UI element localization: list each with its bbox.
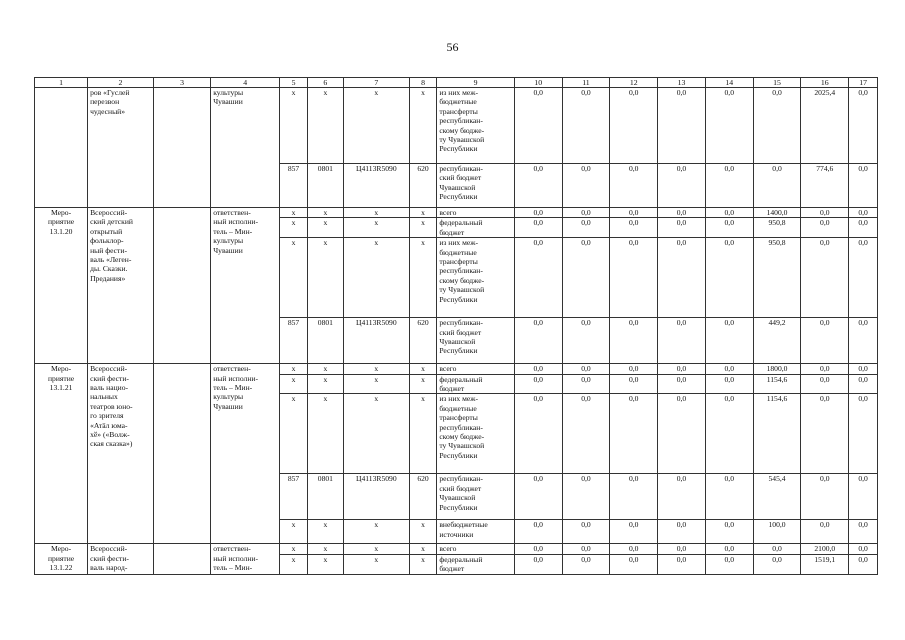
cell-col8: х xyxy=(409,88,437,164)
table-row xyxy=(35,544,878,554)
amount-cell-col11: 0,0 xyxy=(562,374,610,394)
amount-cell-col14: 0,0 xyxy=(705,554,753,574)
table-row xyxy=(35,364,878,374)
amount-cell-col13: 0,0 xyxy=(658,474,706,520)
column-3-cell xyxy=(153,88,210,208)
column-number-11: 11 xyxy=(562,78,610,88)
amount-cell-col10: 0,0 xyxy=(514,238,562,318)
amount-cell-col12: 0,0 xyxy=(610,88,658,164)
cell-col6: 0801 xyxy=(307,164,343,208)
amount-cell-col11: 0,0 xyxy=(562,208,610,218)
amount-cell-col15: 1400,0 xyxy=(753,208,801,218)
amount-cell-col16: 0,0 xyxy=(801,318,849,364)
cell-col5: 857 xyxy=(280,474,308,520)
cell-col5: х xyxy=(280,374,308,394)
amount-cell-col12: 0,0 xyxy=(610,520,658,544)
amount-cell-col10: 0,0 xyxy=(514,318,562,364)
amount-cell-col13: 0,0 xyxy=(658,544,706,554)
cell-col7: х xyxy=(343,520,409,544)
amount-cell-col15: 950,8 xyxy=(753,238,801,318)
amount-cell-col17: 0,0 xyxy=(849,318,878,364)
amount-cell-col10: 0,0 xyxy=(514,374,562,394)
amount-cell-col10: 0,0 xyxy=(514,364,562,374)
amount-cell-col13: 0,0 xyxy=(658,554,706,574)
amount-cell-col16: 0,0 xyxy=(801,520,849,544)
funding-source-cell: всего xyxy=(437,364,515,374)
amount-cell-col14: 0,0 xyxy=(705,238,753,318)
cell-col6: х xyxy=(307,88,343,164)
funding-source-cell: из них меж- бюджетные трансферты республикан- скому бюдже- ту Чувашской Республики xyxy=(437,238,515,318)
responsible-executor-cell: культуры Чувашии xyxy=(211,88,280,208)
cell-col7: х xyxy=(343,88,409,164)
funding-source-cell: всего xyxy=(437,208,515,218)
amount-cell-col10: 0,0 xyxy=(514,218,562,238)
cell-col8: х xyxy=(409,544,437,554)
column-number-12: 12 xyxy=(610,78,658,88)
cell-col5: х xyxy=(280,520,308,544)
amount-cell-col13: 0,0 xyxy=(658,164,706,208)
amount-cell-col17: 0,0 xyxy=(849,208,878,218)
cell-col5: х xyxy=(280,554,308,574)
cell-col6: 0801 xyxy=(307,318,343,364)
amount-cell-col14: 0,0 xyxy=(705,394,753,474)
amount-cell-col12: 0,0 xyxy=(610,474,658,520)
amount-cell-col17: 0,0 xyxy=(849,474,878,520)
cell-col7: х xyxy=(343,554,409,574)
column-3-cell xyxy=(153,364,210,544)
amount-cell-col16: 774,6 xyxy=(801,164,849,208)
activity-id-cell: Меро- приятие 13.1.22 xyxy=(35,544,88,574)
amount-cell-col11: 0,0 xyxy=(562,218,610,238)
amount-cell-col12: 0,0 xyxy=(610,394,658,474)
funding-source-cell: республикан- ский бюджет Чувашской Республики xyxy=(437,318,515,364)
amount-cell-col11: 0,0 xyxy=(562,474,610,520)
cell-col6: х xyxy=(307,218,343,238)
table-row xyxy=(35,88,878,164)
amount-cell-col11: 0,0 xyxy=(562,544,610,554)
column-number-17: 17 xyxy=(849,78,878,88)
column-number-7: 7 xyxy=(343,78,409,88)
activity-id-cell xyxy=(35,88,88,208)
amount-cell-col12: 0,0 xyxy=(610,218,658,238)
cell-col6: 0801 xyxy=(307,474,343,520)
cell-col5: х xyxy=(280,88,308,164)
cell-col7: х xyxy=(343,544,409,554)
column-number-4: 4 xyxy=(211,78,280,88)
amount-cell-col16: 0,0 xyxy=(801,394,849,474)
amount-cell-col10: 0,0 xyxy=(514,520,562,544)
activity-name-cell: Всероссий- ский фести- валь нацио- нальных театров юно- го зрителя «Атӑл юма- хӗ» («Волж- ская сказка») xyxy=(88,364,154,544)
cell-col5: х xyxy=(280,394,308,474)
amount-cell-col17: 0,0 xyxy=(849,520,878,544)
amount-cell-col15: 1154,6 xyxy=(753,394,801,474)
amount-cell-col12: 0,0 xyxy=(610,364,658,374)
amount-cell-col17: 0,0 xyxy=(849,88,878,164)
amount-cell-col13: 0,0 xyxy=(658,238,706,318)
budget-table xyxy=(34,77,878,575)
cell-col7: Ц4113R5090 xyxy=(343,474,409,520)
cell-col7: х xyxy=(343,394,409,474)
column-number-13: 13 xyxy=(658,78,706,88)
cell-col6: х xyxy=(307,364,343,374)
amount-cell-col14: 0,0 xyxy=(705,88,753,164)
amount-cell-col10: 0,0 xyxy=(514,164,562,208)
activity-id-cell: Меро- приятие 13.1.20 xyxy=(35,208,88,364)
amount-cell-col15: 0,0 xyxy=(753,544,801,554)
amount-cell-col10: 0,0 xyxy=(514,394,562,474)
funding-source-cell: федеральный бюджет xyxy=(437,554,515,574)
cell-col7: х xyxy=(343,218,409,238)
column-3-cell xyxy=(153,208,210,364)
responsible-executor-cell: ответствен- ный исполни- тель – Мин- культуры Чувашии xyxy=(211,208,280,364)
cell-col5: х xyxy=(280,208,308,218)
cell-col7: Ц4113R5090 xyxy=(343,318,409,364)
amount-cell-col17: 0,0 xyxy=(849,374,878,394)
cell-col8: х xyxy=(409,554,437,574)
column-number-8: 8 xyxy=(409,78,437,88)
amount-cell-col11: 0,0 xyxy=(562,238,610,318)
amount-cell-col13: 0,0 xyxy=(658,318,706,364)
column-number-15: 15 xyxy=(753,78,801,88)
cell-col5: х xyxy=(280,218,308,238)
cell-col8: 620 xyxy=(409,164,437,208)
amount-cell-col15: 1800,0 xyxy=(753,364,801,374)
amount-cell-col10: 0,0 xyxy=(514,554,562,574)
amount-cell-col16: 0,0 xyxy=(801,374,849,394)
amount-cell-col11: 0,0 xyxy=(562,520,610,544)
responsible-executor-cell: ответствен- ный исполни- тель – Мин- xyxy=(211,544,280,574)
amount-cell-col17: 0,0 xyxy=(849,164,878,208)
cell-col6: х xyxy=(307,544,343,554)
funding-source-cell: из них меж- бюджетные трансферты республикан- скому бюдже- ту Чувашской Республики xyxy=(437,88,515,164)
amount-cell-col15: 545,4 xyxy=(753,474,801,520)
amount-cell-col16: 2100,0 xyxy=(801,544,849,554)
amount-cell-col12: 0,0 xyxy=(610,374,658,394)
amount-cell-col11: 0,0 xyxy=(562,554,610,574)
amount-cell-col11: 0,0 xyxy=(562,164,610,208)
cell-col7: х xyxy=(343,374,409,394)
cell-col5: 857 xyxy=(280,318,308,364)
amount-cell-col13: 0,0 xyxy=(658,88,706,164)
column-3-cell xyxy=(153,544,210,574)
amount-cell-col13: 0,0 xyxy=(658,364,706,374)
cell-col6: х xyxy=(307,238,343,318)
cell-col8: х xyxy=(409,218,437,238)
amount-cell-col15: 0,0 xyxy=(753,88,801,164)
column-number-16: 16 xyxy=(801,78,849,88)
cell-col8: х xyxy=(409,238,437,318)
cell-col8: х xyxy=(409,394,437,474)
amount-cell-col10: 0,0 xyxy=(514,474,562,520)
amount-cell-col11: 0,0 xyxy=(562,88,610,164)
column-number-5: 5 xyxy=(280,78,308,88)
activity-id-cell: Меро- приятие 13.1.21 xyxy=(35,364,88,544)
amount-cell-col16: 0,0 xyxy=(801,364,849,374)
funding-source-cell: внебюджетные источники xyxy=(437,520,515,544)
column-number-6: 6 xyxy=(307,78,343,88)
amount-cell-col13: 0,0 xyxy=(658,394,706,474)
cell-col7: х xyxy=(343,238,409,318)
amount-cell-col17: 0,0 xyxy=(849,394,878,474)
table-row xyxy=(35,208,878,218)
cell-col5: х xyxy=(280,238,308,318)
amount-cell-col16: 0,0 xyxy=(801,474,849,520)
cell-col5: х xyxy=(280,544,308,554)
amount-cell-col17: 0,0 xyxy=(849,364,878,374)
amount-cell-col11: 0,0 xyxy=(562,318,610,364)
column-number-1: 1 xyxy=(35,78,88,88)
cell-col5: х xyxy=(280,364,308,374)
amount-cell-col12: 0,0 xyxy=(610,544,658,554)
amount-cell-col12: 0,0 xyxy=(610,238,658,318)
column-number-9: 9 xyxy=(437,78,515,88)
amount-cell-col14: 0,0 xyxy=(705,544,753,554)
funding-source-cell: республикан- ский бюджет Чувашской Республики xyxy=(437,474,515,520)
amount-cell-col13: 0,0 xyxy=(658,374,706,394)
column-number-10: 10 xyxy=(514,78,562,88)
cell-col8: х xyxy=(409,364,437,374)
amount-cell-col14: 0,0 xyxy=(705,374,753,394)
cell-col6: х xyxy=(307,394,343,474)
cell-col6: х xyxy=(307,520,343,544)
responsible-executor-cell: ответствен- ный исполни- тель – Мин- культуры Чувашии xyxy=(211,364,280,544)
cell-col7: х xyxy=(343,364,409,374)
amount-cell-col17: 0,0 xyxy=(849,218,878,238)
funding-source-cell: республикан- ский бюджет Чувашской Республики xyxy=(437,164,515,208)
funding-source-cell: из них меж- бюджетные трансферты республикан- скому бюдже- ту Чувашской Республики xyxy=(437,394,515,474)
amount-cell-col15: 449,2 xyxy=(753,318,801,364)
amount-cell-col14: 0,0 xyxy=(705,218,753,238)
amount-cell-col14: 0,0 xyxy=(705,164,753,208)
amount-cell-col14: 0,0 xyxy=(705,474,753,520)
column-number-2: 2 xyxy=(88,78,154,88)
page-number: 56 xyxy=(446,40,459,54)
amount-cell-col14: 0,0 xyxy=(705,208,753,218)
cell-col6: х xyxy=(307,208,343,218)
column-number-14: 14 xyxy=(705,78,753,88)
amount-cell-col10: 0,0 xyxy=(514,544,562,554)
amount-cell-col16: 2025,4 xyxy=(801,88,849,164)
amount-cell-col12: 0,0 xyxy=(610,554,658,574)
cell-col7: х xyxy=(343,208,409,218)
amount-cell-col10: 0,0 xyxy=(514,208,562,218)
cell-col8: х xyxy=(409,208,437,218)
cell-col5: 857 xyxy=(280,164,308,208)
amount-cell-col17: 0,0 xyxy=(849,554,878,574)
cell-col8: х xyxy=(409,374,437,394)
amount-cell-col16: 0,0 xyxy=(801,218,849,238)
cell-col8: 620 xyxy=(409,474,437,520)
activity-name-cell: ров «Гуслей перезвон чудесный» xyxy=(88,88,154,208)
activity-name-cell: Всероссий- ский фести- валь народ- xyxy=(88,544,154,574)
cell-col8: х xyxy=(409,520,437,544)
amount-cell-col14: 0,0 xyxy=(705,364,753,374)
cell-col7: Ц4113R5090 xyxy=(343,164,409,208)
column-number-3: 3 xyxy=(153,78,210,88)
amount-cell-col12: 0,0 xyxy=(610,208,658,218)
amount-cell-col16: 0,0 xyxy=(801,238,849,318)
amount-cell-col12: 0,0 xyxy=(610,164,658,208)
amount-cell-col11: 0,0 xyxy=(562,394,610,474)
funding-source-cell: всего xyxy=(437,544,515,554)
amount-cell-col10: 0,0 xyxy=(514,88,562,164)
amount-cell-col13: 0,0 xyxy=(658,218,706,238)
amount-cell-col15: 1154,6 xyxy=(753,374,801,394)
activity-name-cell: Всероссий- ский детский открытый фольклор- ный фести- валь «Леген- ды. Сказки. Предания» xyxy=(88,208,154,364)
amount-cell-col16: 1519,1 xyxy=(801,554,849,574)
header-row xyxy=(35,78,878,88)
amount-cell-col17: 0,0 xyxy=(849,544,878,554)
amount-cell-col13: 0,0 xyxy=(658,208,706,218)
cell-col6: х xyxy=(307,554,343,574)
amount-cell-col14: 0,0 xyxy=(705,520,753,544)
amount-cell-col12: 0,0 xyxy=(610,318,658,364)
amount-cell-col11: 0,0 xyxy=(562,364,610,374)
funding-source-cell: федеральный бюджет xyxy=(437,218,515,238)
amount-cell-col14: 0,0 xyxy=(705,318,753,364)
amount-cell-col15: 950,8 xyxy=(753,218,801,238)
amount-cell-col15: 0,0 xyxy=(753,164,801,208)
funding-source-cell: федеральный бюджет xyxy=(437,374,515,394)
amount-cell-col16: 0,0 xyxy=(801,208,849,218)
cell-col6: х xyxy=(307,374,343,394)
amount-cell-col17: 0,0 xyxy=(849,238,878,318)
amount-cell-col13: 0,0 xyxy=(658,520,706,544)
cell-col8: 620 xyxy=(409,318,437,364)
amount-cell-col15: 0,0 xyxy=(753,554,801,574)
amount-cell-col15: 100,0 xyxy=(753,520,801,544)
